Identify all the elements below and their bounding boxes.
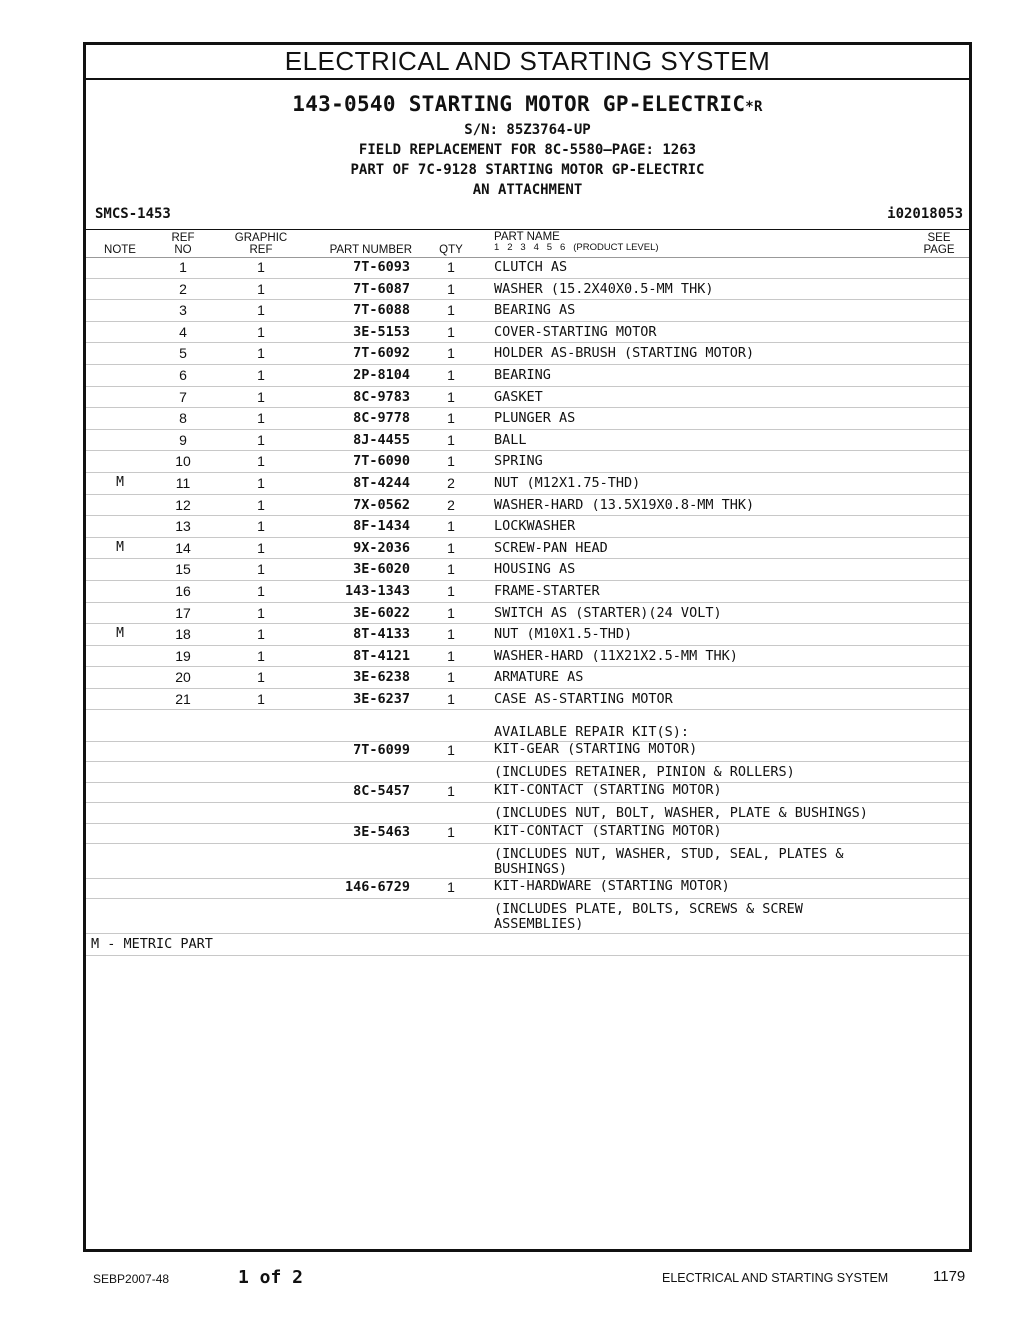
ref-no-cell: 9 — [179, 431, 187, 448]
part-number-cell: 3E-6020 — [353, 561, 410, 578]
qty-cell: 2 — [447, 474, 455, 491]
part-name-cell: COVER-STARTING MOTOR — [494, 323, 657, 340]
part-number-cell: 143-1343 — [344, 582, 410, 599]
part-number-cell: 7T-6092 — [353, 345, 410, 362]
qty-cell: 1 — [447, 604, 455, 621]
graphic-ref-cell: 1 — [257, 496, 265, 513]
part-number-cell: 7T-6087 — [353, 280, 410, 297]
qty-cell: 1 — [447, 626, 455, 643]
graphic-ref-cell: 1 — [257, 280, 265, 297]
ref-no-cell: 18 — [175, 626, 191, 643]
col-product-levels: 1 2 3 4 5 6 (PRODUCT LEVEL) — [494, 242, 659, 253]
graphic-ref-cell: 1 — [257, 604, 265, 621]
graphic-ref-cell: 1 — [257, 561, 265, 578]
kit-includes-cell: (INCLUDES NUT, BOLT, WASHER, PLATE & BUSHINGS) — [494, 805, 868, 822]
qty-cell: 1 — [447, 561, 455, 578]
col-qty: QTY — [439, 244, 463, 256]
graphic-ref-cell: 1 — [257, 626, 265, 643]
group-title-suffix: *R — [745, 99, 763, 115]
graphic-ref-cell: 1 — [257, 431, 265, 448]
qty-cell: 1 — [447, 582, 455, 599]
ref-no-cell: 16 — [175, 582, 191, 599]
graphic-ref-cell: 1 — [257, 302, 265, 319]
qty-cell: 1 — [447, 323, 455, 340]
part-name-cell: GASKET — [494, 388, 543, 405]
qty-cell: 1 — [447, 669, 455, 686]
part-number-cell: 8J-4455 — [353, 431, 410, 448]
table-row — [86, 279, 969, 301]
qty-cell: 1 — [447, 647, 455, 664]
table-row — [86, 495, 969, 517]
page-footer — [0, 1268, 1020, 1292]
kit-row — [86, 879, 969, 899]
graphic-ref-cell: 1 — [257, 323, 265, 340]
col-note: NOTE — [104, 244, 136, 256]
col-see-2: PAGE — [923, 244, 955, 256]
table-row — [86, 516, 969, 538]
part-name-cell: BALL — [494, 431, 527, 448]
table-row — [86, 603, 969, 625]
ref-no-cell: 21 — [175, 690, 191, 707]
part-name-cell: WASHER (15.2X40X0.5-MM THK) — [494, 280, 714, 297]
kit-part-number-cell: 3E-5463 — [353, 824, 410, 841]
table-row — [86, 387, 969, 409]
part-number-cell: 7T-6093 — [353, 259, 410, 275]
col-part-number: PART NUMBER — [329, 244, 412, 256]
qty-cell: 1 — [447, 690, 455, 707]
table-row — [86, 257, 969, 279]
ref-no-cell: 4 — [179, 323, 187, 340]
ref-no-cell: 7 — [179, 388, 187, 405]
qty-cell: 1 — [447, 431, 455, 448]
graphic-ref-cell: 1 — [257, 690, 265, 707]
kit-includes-cell: (INCLUDES RETAINER, PINION & ROLLERS) — [494, 764, 795, 781]
part-name-cell: LOCKWASHER — [494, 518, 576, 535]
id-line — [92, 206, 965, 226]
part-name-cell: CLUTCH AS — [494, 259, 568, 275]
graphic-ref-cell: 1 — [257, 453, 265, 470]
qty-cell: 1 — [447, 539, 455, 556]
ref-no-cell: 8 — [179, 410, 187, 427]
graphic-ref-cell: 1 — [257, 669, 265, 686]
part-number-cell: 9X-2036 — [353, 539, 410, 556]
table-row — [86, 430, 969, 452]
table-row — [86, 365, 969, 387]
col-graphic-2: REF — [249, 244, 273, 256]
part-name-cell: SWITCH AS (STARTER)(24 VOLT) — [494, 604, 722, 621]
part-number-cell: 7T-6090 — [353, 453, 410, 470]
ref-no-cell: 1 — [179, 259, 187, 275]
table-row — [86, 559, 969, 581]
table-row — [86, 322, 969, 344]
part-name-cell: FRAME-STARTER — [494, 582, 600, 599]
part-number-cell: 2P-8104 — [353, 366, 410, 383]
graphic-ref-cell: 1 — [257, 388, 265, 405]
part-name-cell: HOUSING AS — [494, 561, 576, 578]
kits-heading: AVAILABLE REPAIR KIT(S): — [494, 724, 690, 741]
kit-includes-row — [86, 803, 969, 824]
kit-name-cell: KIT-GEAR (STARTING MOTOR) — [494, 741, 698, 758]
kits-heading-row — [86, 710, 969, 742]
kit-includes-row — [86, 899, 969, 934]
table-row — [86, 300, 969, 322]
table-row — [86, 343, 969, 365]
ref-no-cell: 11 — [175, 474, 191, 491]
part-number-cell: 8C-9778 — [353, 410, 410, 427]
column-headers — [86, 229, 969, 258]
qty-cell: 2 — [447, 496, 455, 513]
parts-page-frame — [83, 42, 972, 1252]
graphic-ref-cell: 1 — [257, 410, 265, 427]
kit-row — [86, 742, 969, 762]
kit-name-cell: KIT-CONTACT (STARTING MOTOR) — [494, 782, 722, 799]
part-name-cell: WASHER-HARD (11X21X2.5-MM THK) — [494, 647, 738, 664]
serial-number: S/N: 85Z3764-UP — [464, 122, 591, 138]
kit-qty-cell: 1 — [447, 783, 455, 800]
col-see-1: SEE — [927, 232, 951, 244]
smcs-code: SMCS-1453 — [95, 206, 171, 222]
table-row — [86, 624, 969, 646]
kit-row — [86, 824, 969, 844]
note-cell: M — [116, 626, 124, 642]
part-name-cell: HOLDER AS-BRUSH (STARTING MOTOR) — [494, 345, 755, 362]
kit-includes-row — [86, 762, 969, 783]
table-row — [86, 667, 969, 689]
table-row — [86, 646, 969, 668]
ref-no-cell: 6 — [179, 366, 187, 383]
ref-no-cell: 19 — [175, 647, 191, 664]
note-cell: M — [116, 474, 124, 490]
graphic-ref-cell: 1 — [257, 345, 265, 362]
group-title-text: 143-0540 STARTING MOTOR GP-ELECTRIC — [292, 92, 746, 116]
part-number-cell: 3E-6237 — [353, 690, 410, 707]
part-name-cell: NUT (M10X1.5-THD) — [494, 626, 633, 643]
kit-name-cell: KIT-CONTACT (STARTING MOTOR) — [494, 823, 722, 840]
part-name-cell: SPRING — [494, 453, 543, 470]
qty-cell: 1 — [447, 345, 455, 362]
graphic-ref-cell: 1 — [257, 539, 265, 556]
page-number: 1179 — [933, 1268, 966, 1285]
qty-cell: 1 — [447, 366, 455, 383]
part-name-cell: PLUNGER AS — [494, 410, 576, 427]
part-number-cell: 3E-5153 — [353, 323, 410, 340]
graphic-ref-cell: 1 — [257, 259, 265, 275]
part-number-cell: 3E-6238 — [353, 669, 410, 686]
ref-no-cell: 5 — [179, 345, 187, 362]
col-ref-2: NO — [174, 244, 192, 256]
kit-includes-cell: (INCLUDES PLATE, BOLTS, SCREWS & SCREW ASSEMBLIES) — [494, 901, 803, 933]
group-header — [86, 91, 969, 200]
qty-cell: 1 — [447, 453, 455, 470]
kit-part-number-cell: 146-6729 — [344, 879, 410, 896]
table-row — [86, 473, 969, 495]
part-number-cell: 8T-4121 — [353, 647, 410, 664]
ref-no-cell: 15 — [175, 561, 191, 578]
illustration-id: i02018053 — [887, 206, 963, 222]
part-of: PART OF 7C-9128 STARTING MOTOR GP-ELECTRIC — [350, 162, 705, 178]
graphic-ref-cell: 1 — [257, 366, 265, 383]
part-name-cell: BEARING AS — [494, 302, 576, 319]
table-row — [86, 538, 969, 560]
table-row — [86, 451, 969, 473]
part-number-cell: 7T-6088 — [353, 302, 410, 319]
ref-no-cell: 13 — [175, 518, 191, 535]
graphic-ref-cell: 1 — [257, 518, 265, 535]
kit-qty-cell: 1 — [447, 824, 455, 841]
graphic-ref-cell: 1 — [257, 582, 265, 599]
qty-cell: 1 — [447, 388, 455, 405]
group-title — [86, 91, 969, 120]
part-number-cell: 8C-9783 — [353, 388, 410, 405]
kit-row — [86, 783, 969, 803]
part-number-cell: 7X-0562 — [353, 496, 410, 513]
col-ref-1: REF — [171, 232, 195, 244]
table-row — [86, 581, 969, 603]
kit-part-number-cell: 7T-6099 — [353, 742, 410, 759]
part-number-cell: 8F-1434 — [353, 518, 410, 535]
part-name-cell: CASE AS-STARTING MOTOR — [494, 690, 673, 707]
qty-cell: 1 — [447, 280, 455, 297]
attachment: AN ATTACHMENT — [472, 182, 583, 198]
document-id: SEBP2007-48 — [93, 1272, 170, 1286]
ref-no-cell: 20 — [175, 669, 191, 686]
col-part-name: PART NAME — [494, 231, 560, 243]
qty-cell: 1 — [447, 259, 455, 275]
graphic-ref-cell: 1 — [257, 647, 265, 664]
part-number-cell: 8T-4244 — [353, 474, 410, 491]
part-name-cell: ARMATURE AS — [494, 669, 584, 686]
graphic-ref-cell: 1 — [257, 474, 265, 491]
kit-includes-row — [86, 844, 969, 879]
part-name-cell: BEARING — [494, 366, 551, 383]
col-graphic-1: GRAPHIC — [234, 232, 288, 244]
kit-part-number-cell: 8C-5457 — [353, 783, 410, 800]
page-of: 1 of 2 — [238, 1267, 304, 1288]
field-replacement: FIELD REPLACEMENT FOR 8C-5580—PAGE: 1263 — [358, 142, 697, 158]
ref-no-cell: 3 — [179, 302, 187, 319]
section-title: ELECTRICAL AND STARTING SYSTEM — [86, 45, 969, 80]
part-number-cell: 8T-4133 — [353, 626, 410, 643]
parts-list — [86, 257, 969, 956]
part-name-cell: NUT (M12X1.75-THD) — [494, 474, 641, 491]
ref-no-cell: 12 — [175, 496, 191, 513]
metric-note: M - METRIC PART — [91, 936, 213, 953]
table-row — [86, 689, 969, 711]
ref-no-cell: 17 — [175, 604, 191, 621]
note-cell: M — [116, 539, 124, 555]
qty-cell: 1 — [447, 302, 455, 319]
kit-includes-cell: (INCLUDES NUT, WASHER, STUD, SEAL, PLATES & BUSHINGS) — [494, 846, 844, 878]
ref-no-cell: 10 — [175, 453, 191, 470]
footer-section: ELECTRICAL AND STARTING SYSTEM — [662, 1271, 889, 1285]
ref-no-cell: 2 — [179, 280, 187, 297]
qty-cell: 1 — [447, 518, 455, 535]
metric-note-row — [86, 934, 969, 956]
kit-name-cell: KIT-HARDWARE (STARTING MOTOR) — [494, 878, 730, 895]
qty-cell: 1 — [447, 410, 455, 427]
ref-no-cell: 14 — [175, 539, 191, 556]
part-name-cell: SCREW-PAN HEAD — [494, 539, 608, 556]
part-name-cell: WASHER-HARD (13.5X19X0.8-MM THK) — [494, 496, 755, 513]
part-number-cell: 3E-6022 — [353, 604, 410, 621]
kit-qty-cell: 1 — [447, 879, 455, 896]
kit-qty-cell: 1 — [447, 742, 455, 759]
table-row — [86, 408, 969, 430]
